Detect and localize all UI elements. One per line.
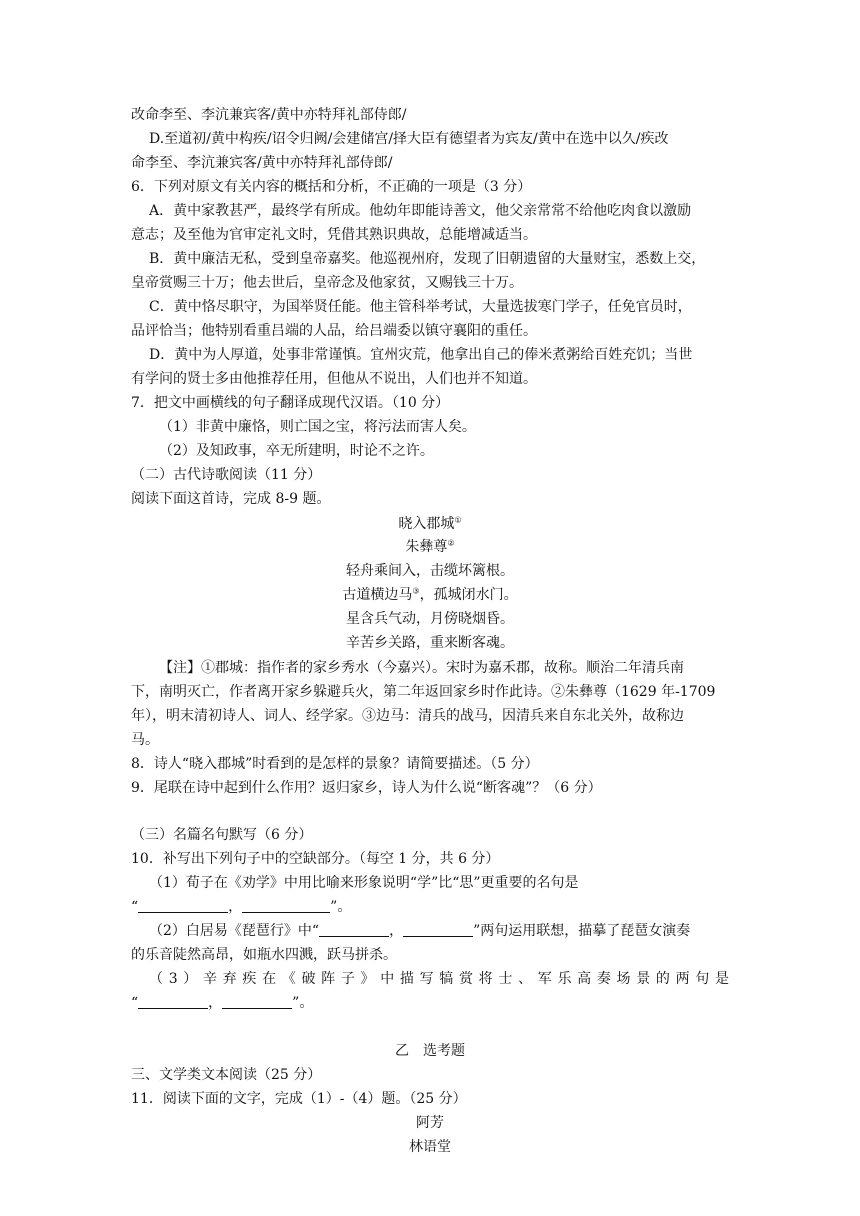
question-8: 8．诗人“晓入郡城”时看到的是怎样的景象？请简要描述。（5 分） — [131, 756, 539, 772]
story-title: 阿芳 — [416, 1115, 444, 1131]
poem-line-1: 轻舟乘间入，击缆坏篱根。 — [346, 563, 514, 579]
q6-option-d-line1: D．黄中为人厚道，处事非常谨慎。宜州灾荒，他拿出自己的俸米煮粥给百姓充饥；当世 — [149, 347, 693, 363]
poem-note-line1: 【注】①郡城：指作者的家乡秀水（今嘉兴）。宋时为嘉禾郡，故称。顺治二年清兵南 — [159, 660, 684, 676]
q10-item-1: （1）荀子在《劝学》中用比喻来形象说明“学”比“思”更重要的名句是 — [149, 875, 579, 891]
section-2-heading: （二）古代诗歌阅读（11 分） — [131, 467, 322, 483]
option-c-continued: 改命李至、李沆兼宾客/黄中亦特拜礼部侍郎/ — [131, 107, 407, 123]
answer-blank[interactable] — [138, 994, 208, 1009]
poem-line-3: 星含兵气动，月傍晓烟昏。 — [346, 611, 514, 627]
question-7: 7．把文中画横线的句子翻译成现代汉语。（10 分） — [131, 395, 450, 411]
poem-line-4: 辛苦乡关路，重来断客魂。 — [346, 635, 514, 651]
q6-option-b-line2: 皇帝赏赐三十万；他去世后，皇帝念及他家贫，又赐钱三十万。 — [131, 275, 523, 291]
part-b-heading: 乙 选考题 — [395, 1043, 465, 1059]
question-11: 11．阅读下面的文字，完成（1）-（4）题。（25 分） — [131, 1091, 467, 1107]
poem-note-line3: 年），明末清初诗人、词人、经学家。③边马：清兵的战马，因清兵来自东北关外，故称边 — [131, 708, 684, 724]
section-3-heading: （三）名篇名句默写（6 分） — [131, 827, 313, 843]
q10-item-3-blanks: “ ， ”。 — [131, 995, 314, 1011]
poem-note-line2: 下，南明灭亡，作者离开家乡躲避兵火，第二年返回家乡时作此诗。②朱彝尊（1629 年-1709 — [131, 684, 716, 700]
q7-item-1: （1）非黄中廉恪，则亡国之宝，将污法而害人矣。 — [159, 419, 476, 435]
section-2-intro: 阅读下面这首诗，完成 8-9 题。 — [131, 491, 331, 507]
q10-item-1-blanks: “ ， ”。 — [131, 899, 352, 915]
question-9: 9．尾联在诗中起到什么作用？返归家乡，诗人为什么说“断客魂”？（6 分） — [131, 780, 602, 796]
poem-line-2: 古道横边马③，孤城闭水门。 — [342, 586, 518, 603]
poem-title: 晓入郡城① — [398, 515, 462, 532]
question-6: 6．下列对原文有关内容的概括和分析，不正确的一项是（3 分） — [131, 179, 532, 195]
option-d-line2: 命李至、李沆兼宾客/黄中亦特拜礼部侍郎/ — [131, 155, 393, 171]
poem-author: 朱彝尊② — [405, 538, 455, 555]
q10-item-3: （3）辛弃疾在《破阵子》中描写犒赏将士、军乐高奏场景的两句是 — [149, 971, 729, 987]
answer-blank[interactable] — [403, 922, 473, 937]
option-d-line1: D.至道初/黄中构疾/诏令归阙/会建储宫/择大臣有德望者为宾友/黄中在选中以久/疾改 — [149, 131, 669, 147]
q6-option-c-line1: C．黄中恪尽职守，为国举贤任能。他主管科举考试，大量选拔寒门学子，任免官员时， — [149, 299, 692, 315]
q6-option-a-line2: 意志；及至他为官审定礼文时，凭借其熟识典故，总能增减适当。 — [131, 227, 537, 243]
answer-blank[interactable] — [242, 898, 330, 913]
answer-blank[interactable] — [138, 898, 228, 913]
story-author: 林语堂 — [409, 1139, 451, 1155]
q6-option-c-line2: 品评恰当；他特别看重吕端的人品，给吕端委以镇守襄阳的重任。 — [131, 323, 537, 339]
q6-option-d-line2: 有学问的贤士多由他推荐任用，但他从不说出，人们也并不知道。 — [131, 371, 537, 387]
footnote-mark: ① — [454, 515, 462, 525]
q10-item-2: （2）白居易《琵琶行》中“ ， ”两句运用联想，描摹了琵琶女演奏 — [149, 923, 691, 939]
q7-item-2: （2）及知政事，卒无所建明，时论不之许。 — [159, 443, 434, 459]
footnote-mark: ② — [447, 538, 455, 548]
answer-blank[interactable] — [222, 994, 292, 1009]
q10-item-2-line2: 的乐音陡然高昂，如瓶水四溅，跃马拼杀。 — [131, 947, 397, 963]
q6-option-b-line1: B．黄中廉洁无私，受到皇帝嘉奖。他巡视州府，发现了旧朝遗留的大量财宝，悉数上交， — [149, 251, 706, 267]
q6-option-a-line1: A．黄中家教甚严，最终学有所成。他幼年即能诗善文，他父亲常常不给他吃肉食以激励 — [149, 203, 692, 219]
footnote-mark: ③ — [412, 586, 420, 596]
question-10: 10．补写出下列句子中的空缺部分。（每空 1 分，共 6 分） — [131, 851, 500, 867]
poem-note-line4: 马。 — [131, 732, 159, 748]
answer-blank[interactable] — [319, 922, 389, 937]
section-literature-heading: 三、文学类文本阅读（25 分） — [131, 1067, 322, 1083]
